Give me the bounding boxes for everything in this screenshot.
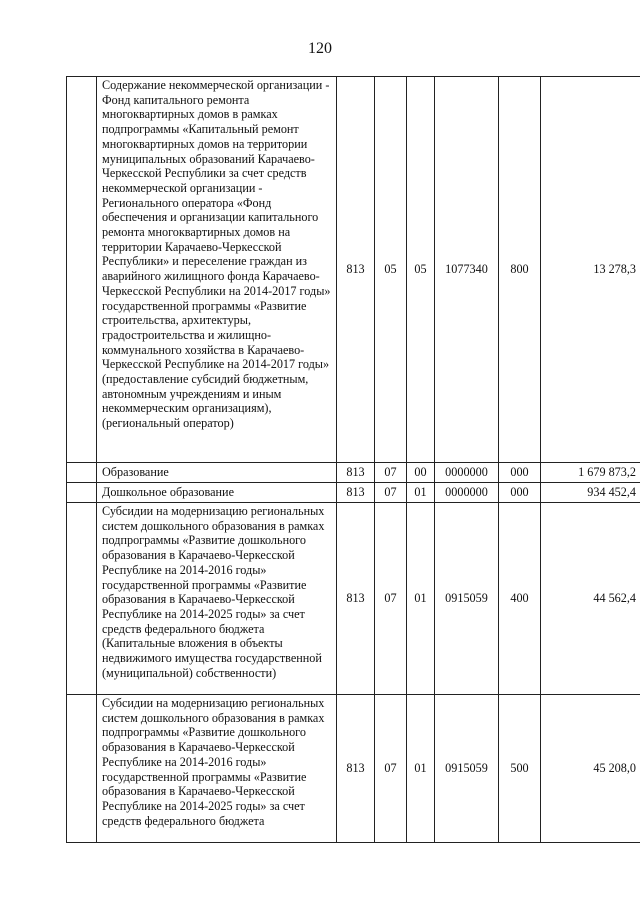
number-cell	[67, 483, 97, 503]
subsection-code-cell: 05	[407, 77, 435, 463]
ministry-code-cell: 813	[337, 77, 375, 463]
ministry-code-cell: 813	[337, 503, 375, 695]
table-row	[67, 463, 640, 483]
expense-type-cell: 000	[499, 463, 541, 483]
number-cell	[67, 77, 97, 463]
expense-type-cell: 800	[499, 77, 541, 463]
sum-cell: 13 278,3	[541, 77, 640, 463]
expense-type-cell: 400	[499, 503, 541, 695]
target-article-cell: 0915059	[435, 695, 499, 843]
number-cell	[67, 463, 97, 483]
target-article-cell: 0915059	[435, 503, 499, 695]
target-article-cell: 0000000	[435, 483, 499, 503]
expense-type-cell: 000	[499, 483, 541, 503]
table-row	[67, 503, 640, 695]
section-code-cell: 07	[375, 483, 407, 503]
item-name-cell: Субсидии на модернизацию региональных систем дошкольного образования в рамках подпрограммы «Развитие дошкольного образования в Карачаево-Черкесской Республике на 2014-2016 годы» государственной программы «Развитие образования в Карачаево-Черкесской Республике на 2014-2025 годы» за счет средств федерального бюджета (Капитальные вложения в объекты недвижимого имущества государственной (муниципальной) собственности)	[97, 503, 337, 695]
subsection-code-cell: 01	[407, 483, 435, 503]
table-row	[67, 77, 640, 463]
sum-cell: 44 562,4	[541, 503, 640, 695]
table-row	[67, 483, 640, 503]
item-name-cell: Образование	[97, 463, 337, 483]
subsection-code-cell: 00	[407, 463, 435, 483]
sum-cell: 1 679 873,2	[541, 463, 640, 483]
table-row	[67, 695, 640, 843]
number-cell	[67, 695, 97, 843]
ministry-code-cell: 813	[337, 695, 375, 843]
item-name-cell: Субсидии на модернизацию региональных систем дошкольного образования в рамках подпрограммы «Развитие дошкольного образования в Карачаево-Черкесской Республике на 2014-2016 годы» государственной программы «Развитие образования в Карачаево-Черкесской Республике на 2014-2025 годы» за счет средств федерального бюджета	[97, 695, 337, 843]
sum-cell: 45 208,0	[541, 695, 640, 843]
item-name-cell: Содержание некоммерческой организации - Фонд капитального ремонта многоквартирных домов в рамках подпрограммы «Капитальный ремонт многоквартирных домов на территории муниципальных образований Карачаево-Черкесской Республики за счет средств некоммерческой организации - Регионального оператора «Фонд обеспечения и организации капитального ремонта многоквартирных домов на территории Карачаево-Черкесской Республики» и переселение граждан из аварийного жилищного фонда Карачаево-Черкесской Республики на 2014-2017 годы» государственной программы «Развитие строительства, архитектуры, градостроительства и жилищно-коммунального хозяйства в Карачаево-Черкесской Республике на 2014-2017 годы» (предоставление субсидий бюджетным, автономным учреждениям и иным некоммерческим организациям), (региональный оператор)	[97, 77, 337, 463]
page-number: 120	[308, 40, 332, 57]
sum-cell: 934 452,4	[541, 483, 640, 503]
section-code-cell: 07	[375, 695, 407, 843]
target-article-cell: 1077340	[435, 77, 499, 463]
number-cell	[67, 503, 97, 695]
expense-type-cell: 500	[499, 695, 541, 843]
section-code-cell: 07	[375, 503, 407, 695]
item-name-cell: Дошкольное образование	[97, 483, 337, 503]
target-article-cell: 0000000	[435, 463, 499, 483]
section-code-cell: 07	[375, 463, 407, 483]
section-code-cell: 05	[375, 77, 407, 463]
ministry-code-cell: 813	[337, 483, 375, 503]
subsection-code-cell: 01	[407, 695, 435, 843]
ministry-code-cell: 813	[337, 463, 375, 483]
budget-table	[66, 76, 640, 843]
subsection-code-cell: 01	[407, 503, 435, 695]
